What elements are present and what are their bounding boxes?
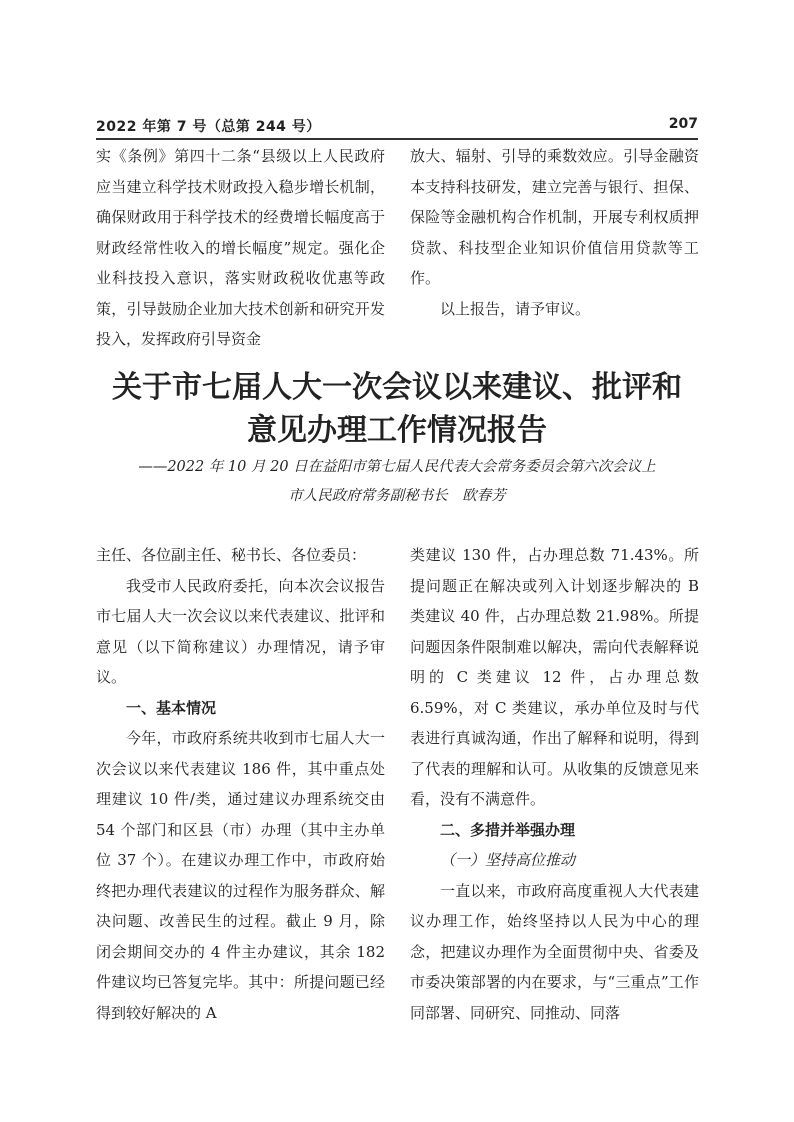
article-left-column: [96, 540, 385, 1028]
prev-article-paragraph: 实《条例》第四十二条“县级以上人民政府应当建立科学技术财政投入稳步增长机制，确保财政用于科学技术的经费增长幅度高于财政经常性收入的增长幅度”规定。强化企业科技投入意识，落实财政税收优惠等政策，引导鼓励企业加大技术创新和研究开发投入，发挥政府引导资金: [96, 147, 385, 348]
section-2-subheading: （一）坚持高位推动: [440, 851, 576, 869]
prev-article-closing: 以上报告，请予审议。: [440, 299, 591, 318]
section-1-paragraph: 今年，市政府系统共收到市七届人大一次会议以来代表建议 186 件，其中重点处理建议 10 件/类，通过建议办理系统交由 54 个部门和区县（市）办理（其中主办单位 37 个）。在建议办理工作中，市政府始终把办理代表建议的过程作为服务群众、解决问题、改善民生的过程。截止 9 月，除闭会期间交办的 4 件主办建议，其余 182 件建议均已答复完毕。其中：所提问题已经得到较好解决的 A: [96, 729, 385, 1022]
prev-article-paragraph: 放大、辐射、引导的乘数效应。引导金融资本支持科技研发，建立完善与银行、担保、保险等金融机构合作机制，开展专利权质押贷款、科技型企业知识价值信用贷款等工作。: [410, 147, 699, 287]
intro-paragraph: 我受市人民政府委托，向本次会议报告市七届人大一次会议以来代表建议、批评和意见（以下简称建议）办理情况，请予审议。: [96, 576, 385, 686]
prev-article-left-column: [96, 141, 385, 355]
section-2-heading: 二、多措并举强办理: [440, 820, 576, 839]
section-2-paragraph: 一直以来，市政府高度重视人大代表建议办理工作，始终坚持以人民为中心的理念，把建议办理作为全面贯彻中央、省委及市委决策部署的内在要求，与“三重点”工作同部署、同研究、同推动、同落: [410, 881, 699, 1022]
salutation: 主任、各位副主任、秘书长、各位委员：: [96, 546, 367, 564]
section-1-continuation: 类建议 130 件，占办理总数 71.43%。所提问题正在解决或列入计划逐步解决的 B 类建议 40 件，占办理总数 21.98%。所提问题因条件限制难以解决，需向代表解释说明的 C 类建议 12 件，占办理总数 6.59%，对 C 类建议，承办单位及时与代表进行真诚沟通，作出了解释和说明，得到了代表的理解和认可。从收集的反馈意见来看，没有不满意件。: [410, 546, 699, 808]
article-title-line-1: 关于市七届人大一次会议以来建议、批评和: [112, 370, 682, 405]
article-right-column: [410, 540, 699, 1028]
article-author-line: 市人民政府常务副秘书长 欧春芳: [288, 488, 506, 504]
prev-article-right-column: [410, 141, 699, 324]
section-1-heading: 一、基本情况: [126, 698, 217, 717]
issue-label: 2022 年第 7 号（总第 244 号）: [96, 119, 321, 135]
page-number: 207: [668, 116, 698, 132]
article-subtitle-line-1: ——2022 年 10 月 20 日在益阳市第七届人民代表大会常务委员会第六次会议上: [138, 459, 656, 475]
article-title-line-2: 意见办理工作情况报告: [247, 413, 547, 448]
running-header: [96, 116, 698, 136]
header-rule: [96, 138, 698, 140]
